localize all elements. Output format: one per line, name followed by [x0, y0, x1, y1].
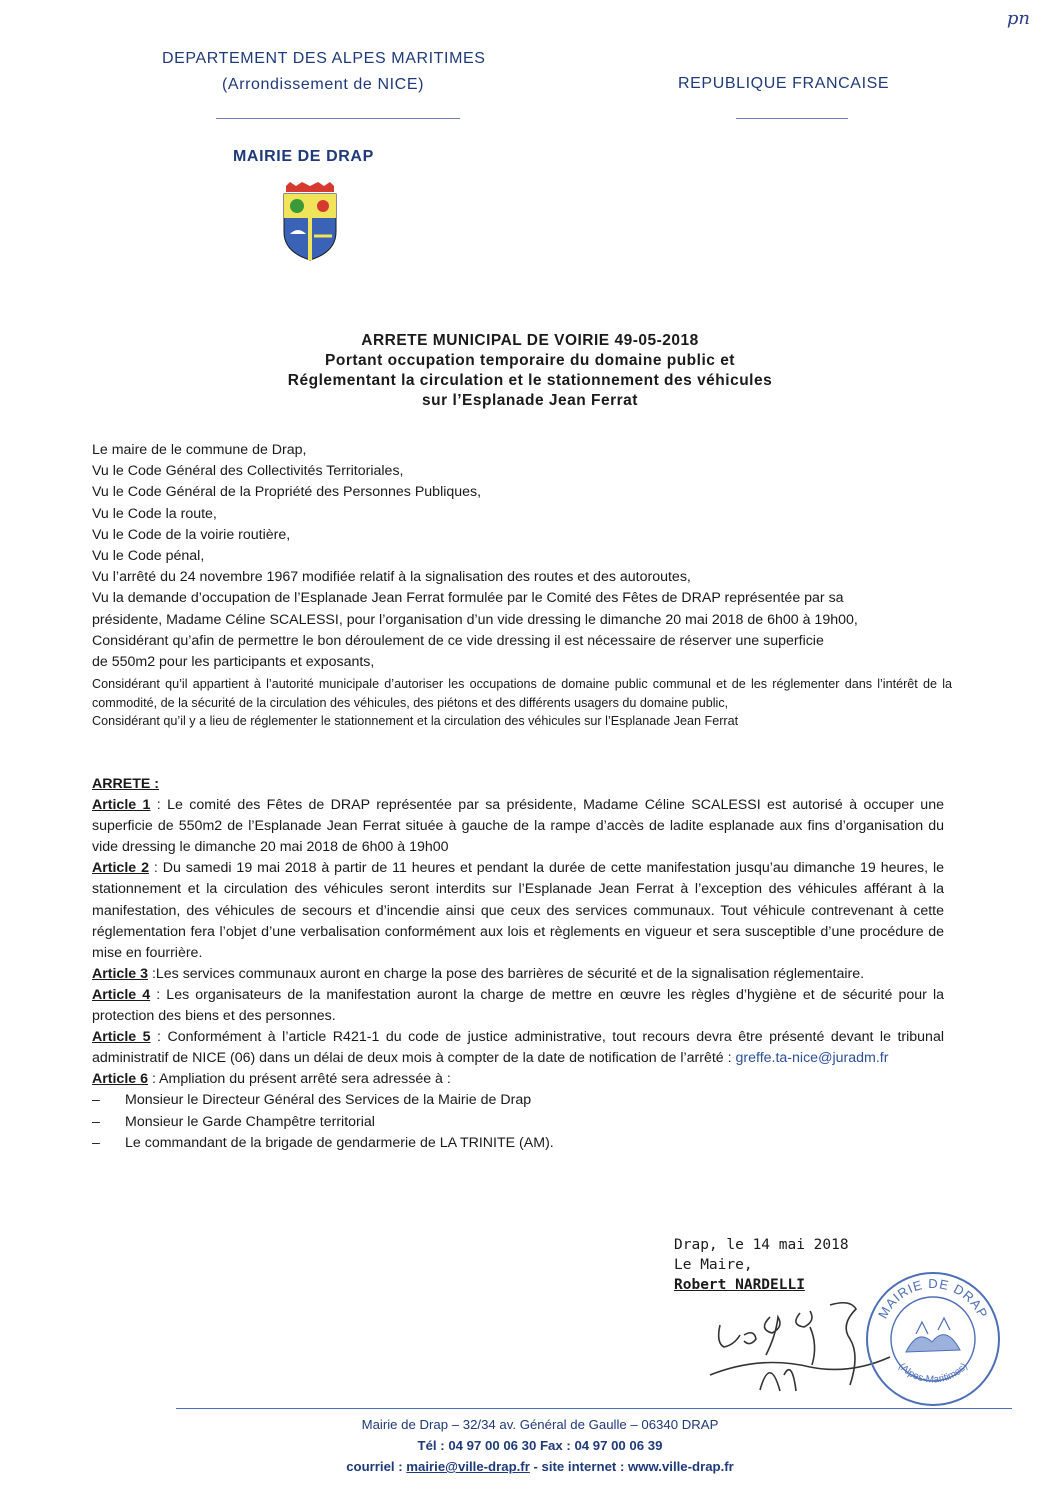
stamp-bottom-text: (Alpes-Maritimes): [896, 1361, 970, 1386]
footer-phone-line: [200, 1435, 880, 1456]
preamble-line: Vu le Code Général des Collectivités Territoriales,: [92, 463, 404, 480]
site-label: - site internet :: [529, 1459, 629, 1474]
preamble-line: Vu la demande d’occupation de l’Esplanade Jean Ferrat formulée par le Comité des Fêtes de DRAP représentée par sa: [92, 590, 844, 607]
preamble: [92, 440, 952, 730]
recipient-item: – Monsieur le Garde Champêtre territorial: [92, 1112, 944, 1133]
article-4: [92, 985, 944, 1027]
article-5: [92, 1027, 944, 1069]
header-rule-right: [736, 118, 848, 119]
fax-label: Fax :: [536, 1438, 575, 1453]
initials-mark: pn: [1006, 8, 1030, 29]
footer-address: Mairie de Drap – 32/34 av. Général de Gaulle – 06340 DRAP: [361, 1417, 719, 1432]
footer-rule: [176, 1408, 1012, 1409]
mairie-stamp: [862, 1268, 1004, 1410]
department-label: DEPARTEMENT DES ALPES MARITIMES: [162, 50, 486, 67]
decree-title: [150, 331, 910, 411]
article-text: : Ampliation du présent arrêté sera adressée à :: [148, 1071, 451, 1088]
republic-label: REPUBLIQUE FRANCAISE: [678, 75, 890, 92]
mairie-label: MAIRIE DE DRAP: [233, 148, 374, 165]
stamp-top-text: MAIRIE DE DRAP: [875, 1275, 992, 1321]
article-2: [92, 858, 944, 963]
header-rule-left: [216, 118, 460, 119]
arrete-label: ARRETE :: [92, 776, 159, 792]
decree-title-line2: Portant occupation temporaire du domaine public et: [325, 352, 735, 369]
preamble-line: présidente, Madame Céline SCALESSI, pour l’organisation d’un vide dressing le dimanche 20 mai 2018 de 6h00 à 19h00,: [92, 611, 858, 628]
website-link[interactable]: www.ville-drap.fr: [628, 1459, 734, 1474]
signature-name: Robert NARDELLI: [674, 1277, 805, 1293]
considerant-paragraph: Considérant qu’il y a lieu de réglementer le stationnement et la circulation des véhicules sur l’Esplanade Jean Ferrat: [92, 714, 739, 729]
article-label: Article 3: [92, 965, 148, 982]
footer: [200, 1414, 880, 1477]
phone-label: Tél :: [417, 1438, 449, 1453]
article-label: Article 6: [92, 1071, 148, 1088]
signature-role: Le Maire,: [674, 1257, 753, 1273]
signature-place-date: Drap, le 14 mai 2018: [674, 1237, 849, 1253]
article-text: : Le comité des Fêtes de DRAP représentée par sa présidente, Madame Céline SCALESSI est autorisé à occuper une superficie de 550m2 de l’Esplanade Jean Ferrat située à gauche de la rampe d’accès de ladite esplanade aux fins d’organisation du vide dressing le dimanche 20 mai 2018 de 6h00 à 19h00: [92, 797, 944, 856]
mail-label: courriel :: [346, 1459, 407, 1474]
preamble-line: Le maire de le commune de Drap,: [92, 442, 307, 458]
article-label: Article 1: [92, 797, 151, 814]
article-text: :Les services communaux auront en charge la pose des barrières de sécurité et de la signalisation réglementaire.: [148, 965, 865, 982]
article-label: Article 5: [92, 1029, 151, 1046]
preamble-line: Vu l’arrêté du 24 novembre 1967 modifiée relatif à la signalisation des routes et des autoroutes,: [92, 569, 691, 586]
preamble-line: Vu le Code de la voirie routière,: [92, 526, 291, 543]
tribunal-email-link[interactable]: greffe.ta-nice@juradm.fr: [735, 1050, 889, 1067]
decree-title-line1: ARRETE MUNICIPAL DE VOIRIE 49-05-2018: [361, 332, 699, 349]
decree-title-line4: sur l’Esplanade Jean Ferrat: [422, 392, 638, 409]
decree-title-line3: Réglementant la circulation et le stationnement des véhicules: [287, 372, 773, 389]
preamble-line: Vu le Code pénal,: [92, 548, 205, 565]
article-1: [92, 795, 944, 858]
phone-number: 04 97 00 06 30: [448, 1438, 537, 1453]
email-link[interactable]: mairie@ville-drap.fr: [406, 1459, 530, 1474]
coat-of-arms-icon: [280, 182, 340, 262]
article-text: : Du samedi 19 mai 2018 à partir de 11 heures et pendant la durée de cette manifestation jusqu’au dimanche 19 heures, le stationnement et la circulation des véhicules seront interdits sur l’Esplanade Jean Ferrat à l’exception des véhicules afférant à la manifestation, des véhicules de secours et d’incendie ainsi que ceux des services communaux. Tout véhicule contrevenant à cette réglementation fera l’objet d’une verbalisation conformément aux lois et règlements en vigueur et sera susceptible d’une procédure de mise en fourrière.: [92, 860, 944, 961]
article-label: Article 2: [92, 860, 149, 877]
article-label: Article 4: [92, 986, 151, 1003]
signature-block: [674, 1235, 849, 1295]
preamble-line: Vu le Code la route,: [92, 505, 217, 522]
article-6: [92, 1069, 944, 1090]
considerant-paragraph: Considérant qu’il appartient à l’autorité municipale d’autoriser les occupations de domaine public communal et de les réglementer dans l’intérêt de la commodité, de la sécurité de la circulation des véhicules, des piétons et des différents usagers du domaine public,: [92, 677, 952, 710]
recipient-item: – Le commandant de la brigade de gendarmerie de LA TRINITE (AM).: [92, 1133, 944, 1154]
fax-number: 04 97 00 06 39: [574, 1438, 663, 1453]
article-text: : Les organisateurs de la manifestation auront la charge de mettre en œuvre les règles d’hygiène et de sécurité pour la protection des biens et des personnes.: [92, 986, 944, 1025]
preamble-line: Vu le Code Général de la Propriété des Personnes Publiques,: [92, 484, 482, 501]
article-3: [92, 964, 944, 985]
footer-contact-line: [200, 1456, 880, 1477]
preamble-line: de 550m2 pour les participants et exposants,: [92, 654, 375, 671]
arrondissement-label: (Arrondissement de NICE): [222, 76, 425, 93]
recipient-item: – Monsieur le Directeur Général des Services de la Mairie de Drap: [92, 1090, 944, 1111]
preamble-line: Considérant qu’afin de permettre le bon déroulement de ce vide dressing il est nécessaire de réserver une superficie: [92, 632, 824, 649]
article-text: : Conformément à l’article R421-1 du code de justice administrative, tout recours devra être présenté devant le tribunal administratif de NICE (06) dans un délai de deux mois à compter de la date de notification de l’arrêté :: [92, 1029, 944, 1067]
articles-section: [92, 774, 944, 1154]
